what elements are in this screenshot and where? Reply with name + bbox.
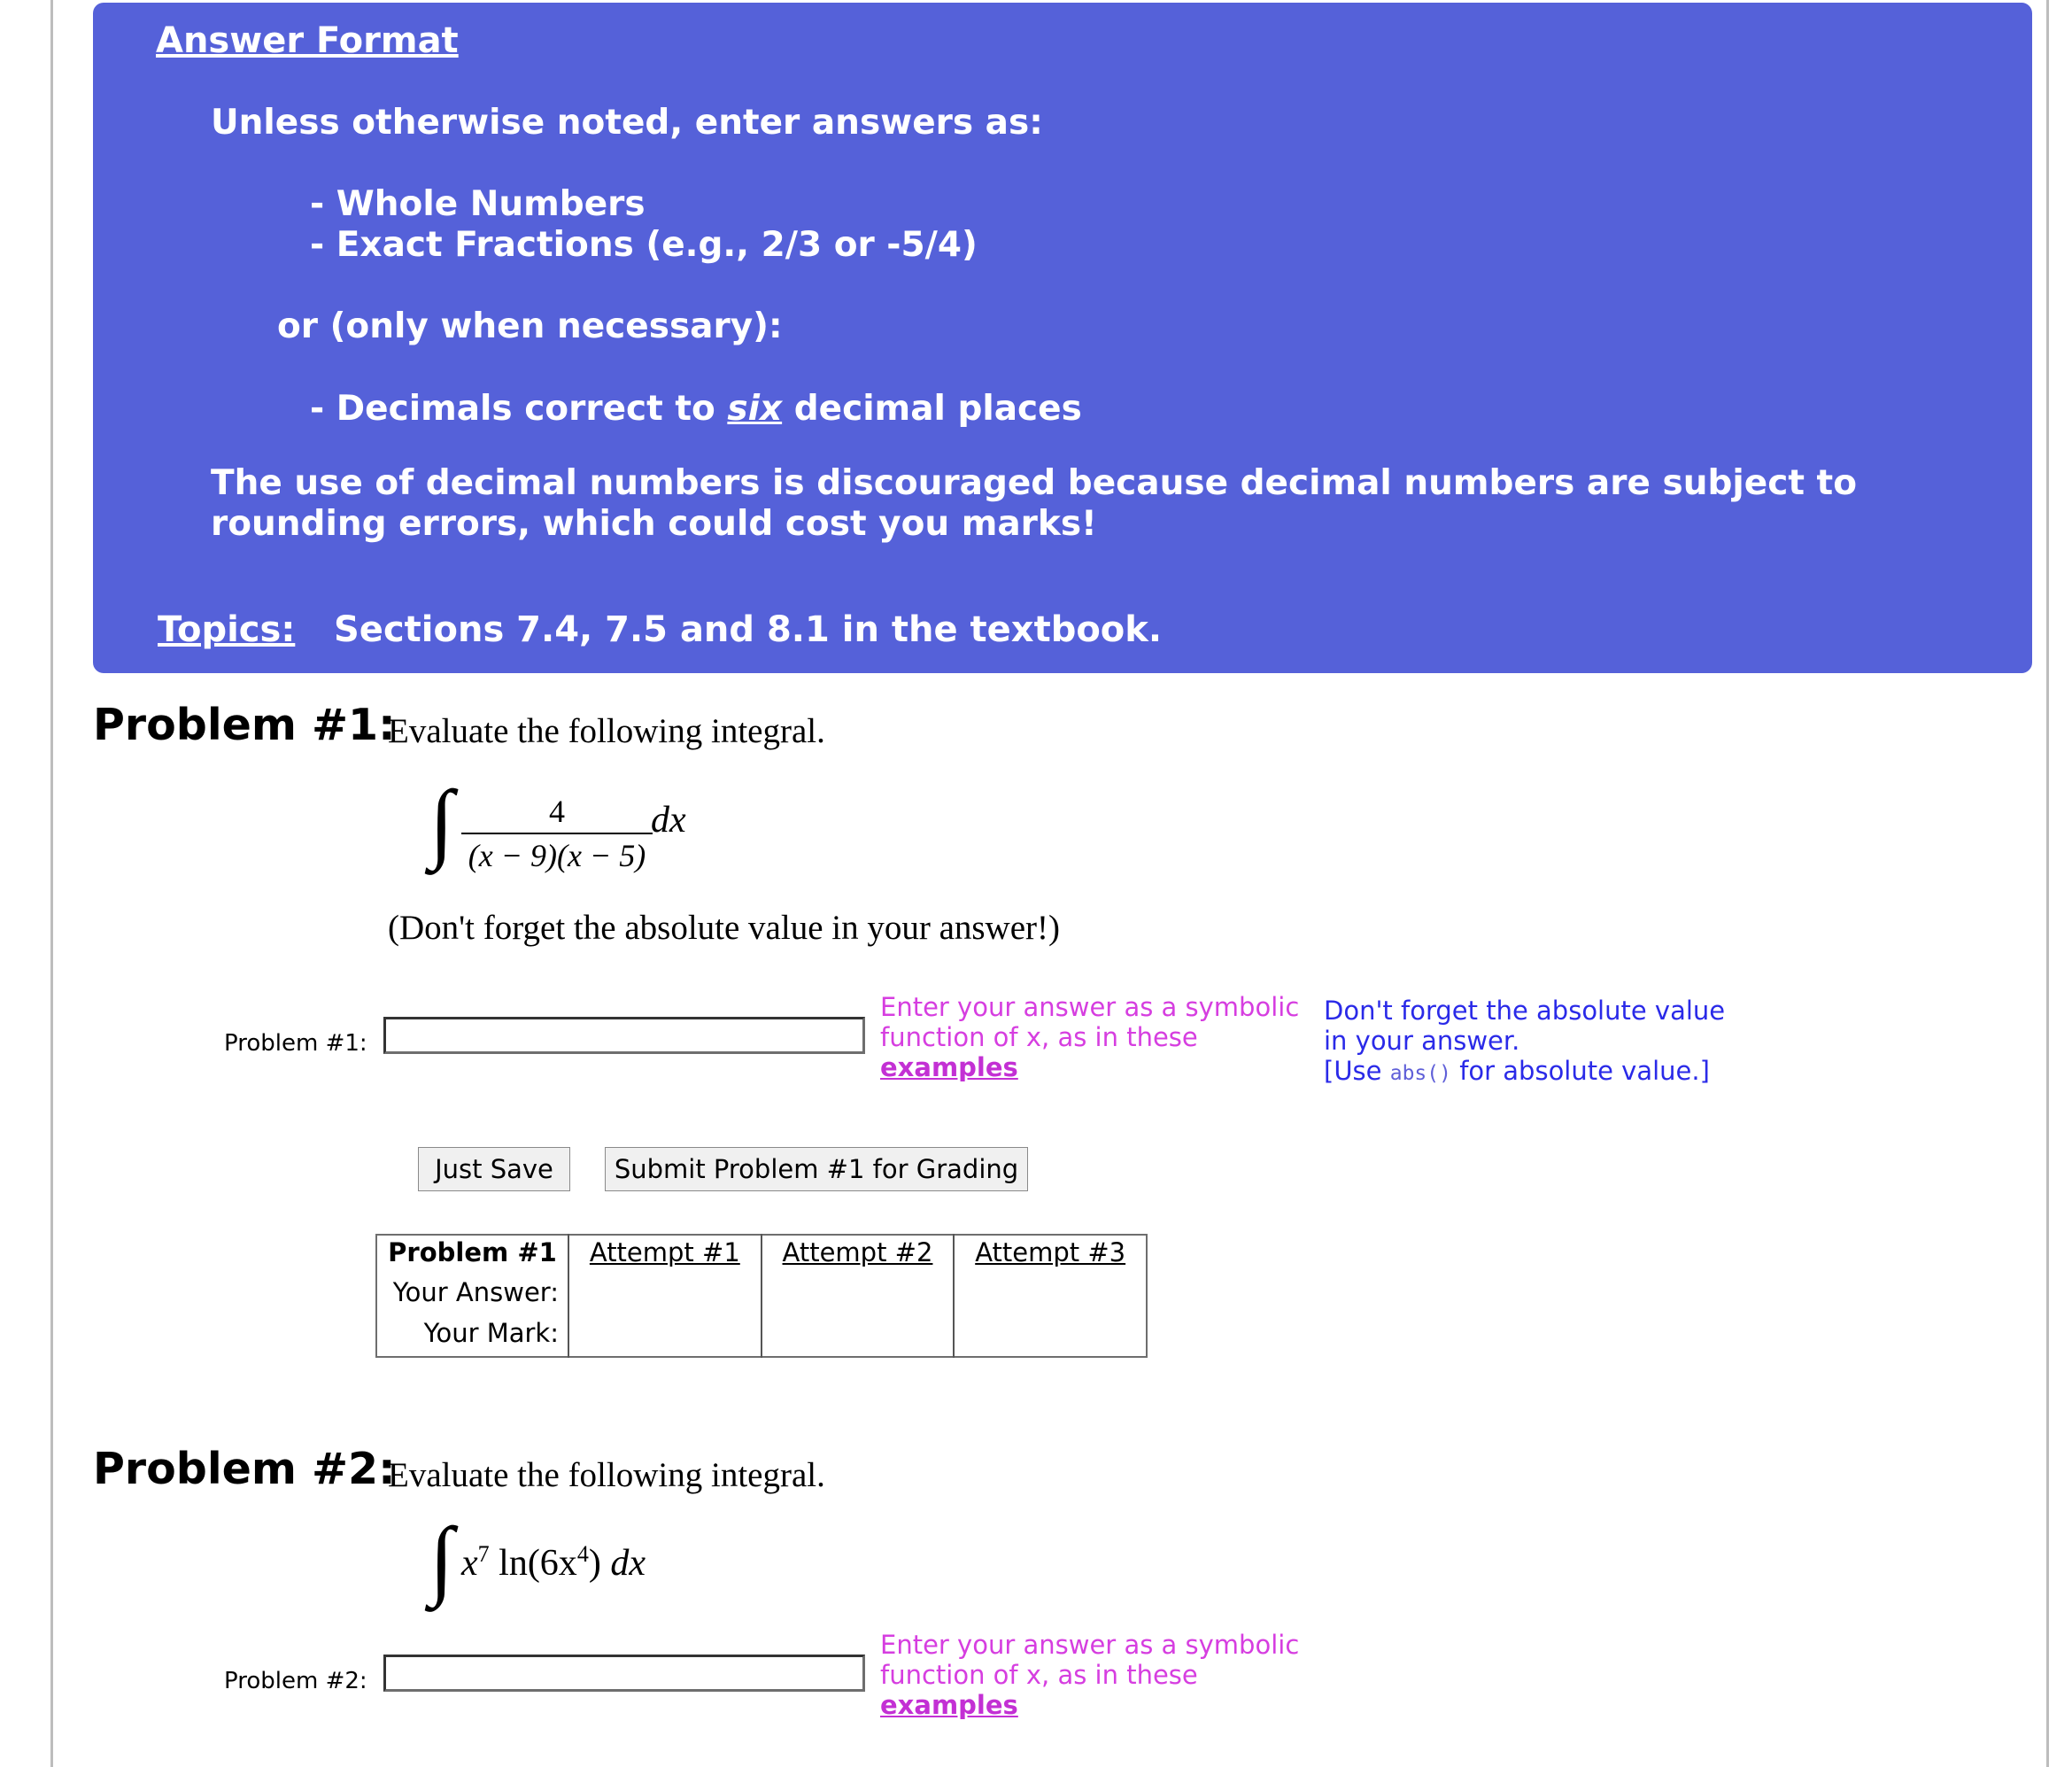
your-mark-row — [376, 1316, 1147, 1357]
problem2-examples-link[interactable]: examples — [880, 1690, 1018, 1720]
problem1-prompt: Evaluate the following integral. — [388, 712, 825, 750]
problem1-integral — [429, 772, 713, 877]
attempt-1-header: Attempt #1 — [568, 1235, 762, 1275]
problem1-hint — [880, 992, 1305, 1082]
page-left-border — [50, 0, 53, 1767]
problem2-exp1: 7 — [477, 1541, 490, 1567]
integral-sign-icon: ∫ — [429, 1509, 454, 1608]
abs-note-line: Don't forget the absolute value in your answer. — [1324, 996, 1726, 1056]
problem1-field-label: Problem #1: — [224, 1030, 367, 1057]
attempt-2-header: Attempt #2 — [762, 1235, 955, 1275]
decimal-warning: The use of decimal numbers is discouraged because decimal numbers are subject to rounding errors, which could cost you marks! — [211, 463, 1857, 544]
problem1-reminder: (Don't forget the absolute value in your answer!) — [388, 909, 1060, 947]
abs-note-post: for absolute value.] — [1459, 1056, 1710, 1086]
abs-note-code: abs() — [1389, 1062, 1451, 1085]
problem1-abs-note — [1324, 996, 1740, 1089]
problem2-expression — [461, 1541, 646, 1585]
submit-problem1-button[interactable]: Submit Problem #1 for Grading — [605, 1147, 1028, 1191]
attempts-header-row — [376, 1235, 1147, 1275]
problem2-dx: dx — [610, 1543, 646, 1584]
attempts-table-title: Problem #1 — [376, 1235, 568, 1275]
your-mark-label: Your Mark: — [376, 1316, 568, 1357]
answer-format-title: Answer Format — [156, 20, 459, 61]
problem2-hint — [880, 1630, 1305, 1720]
decimals-post: decimal places — [793, 389, 1082, 429]
attempt-1-answer — [568, 1275, 762, 1315]
just-save-button[interactable]: Just Save — [418, 1147, 570, 1191]
problem1-answer-input[interactable] — [383, 1017, 865, 1054]
problem1-denominator: (x − 9)(x − 5) — [468, 838, 646, 873]
problem1-examples-link[interactable]: examples — [880, 1052, 1018, 1082]
format-item-fractions: - Exact Fractions (e.g., 2/3 or -5/4) — [310, 225, 978, 265]
format-or-line: or (only when necessary): — [277, 306, 783, 346]
attempt-2-mark — [762, 1316, 955, 1357]
attempt-3-answer — [954, 1275, 1147, 1315]
problem1-dx: dx — [651, 800, 686, 841]
problem2-base: x — [461, 1543, 478, 1584]
problem1-heading: Problem #1: — [93, 700, 396, 750]
page-right-border — [2046, 0, 2049, 1767]
answer-format-intro: Unless otherwise noted, enter answers as: — [211, 103, 1043, 143]
attempt-1-mark — [568, 1316, 762, 1357]
attempts-table — [375, 1234, 1148, 1358]
abs-note-pre: [Use — [1324, 1056, 1382, 1086]
format-item-fractions-text: Exact Fractions (e.g., 2/3 or -5/4) — [336, 225, 978, 265]
attempt-3-mark — [954, 1316, 1147, 1357]
topics-label: Topics: — [158, 609, 296, 650]
problem2-field-label: Problem #2: — [224, 1668, 367, 1694]
problem2-ln-post: ) — [588, 1543, 601, 1584]
decimals-emphasis: six — [727, 389, 783, 429]
format-item-whole-text: Whole Numbers — [336, 184, 646, 224]
your-answer-label: Your Answer: — [376, 1275, 568, 1315]
topics-text: Sections 7.4, 7.5 and 8.1 in the textbook. — [334, 609, 1163, 650]
problem1-fraction — [461, 793, 653, 874]
problem2-hint-text: Enter your answer as a symbolic function of x, as in these — [880, 1630, 1300, 1690]
fraction-bar — [461, 833, 653, 834]
your-answer-row — [376, 1275, 1147, 1315]
format-item-whole: - Whole Numbers — [310, 184, 646, 224]
attempt-2-answer — [762, 1275, 955, 1315]
problem2-integral — [429, 1509, 713, 1612]
problem2-prompt: Evaluate the following integral. — [388, 1456, 825, 1494]
problem2-answer-input[interactable] — [383, 1655, 865, 1692]
problem2-exp2: 4 — [576, 1541, 589, 1567]
problem1-hint-text: Enter your answer as a symbolic function of x, as in these — [880, 992, 1300, 1052]
format-item-decimals: - Decimals correct to six decimal places — [310, 389, 1082, 429]
problem1-numerator: 4 — [549, 794, 565, 829]
problem2-ln-pre: ln(6x — [499, 1543, 577, 1584]
decimals-pre: Decimals correct to — [336, 389, 715, 429]
problem2-heading: Problem #2: — [93, 1444, 396, 1494]
integral-sign-icon: ∫ — [429, 772, 454, 871]
attempt-3-header: Attempt #3 — [975, 1237, 1126, 1267]
answer-format-panel — [93, 3, 2032, 673]
